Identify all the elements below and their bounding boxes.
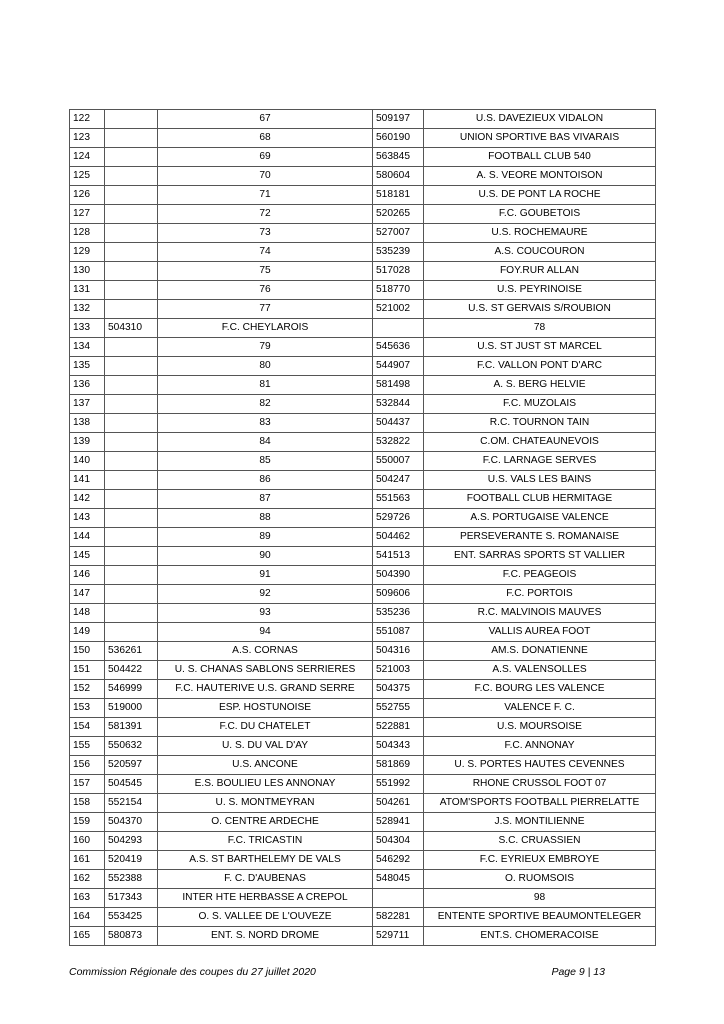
away-club-name: ENT. SARRAS SPORTS ST VALLIER (424, 547, 656, 566)
match-number: 155 (70, 737, 105, 756)
home-club-name: U.S. ANCONE (158, 756, 373, 775)
table-row (70, 794, 656, 813)
home-club-name: U. S. MONTMEYRAN (158, 794, 373, 813)
home-club-name: 74 (158, 243, 373, 262)
home-club-id: 536261 (105, 642, 158, 661)
away-club-name: F.C. PORTOIS (424, 585, 656, 604)
match-number: 132 (70, 300, 105, 319)
home-club-id: 546999 (105, 680, 158, 699)
away-club-id: 563845 (373, 148, 424, 167)
table-row (70, 433, 656, 452)
away-club-name: F.C. BOURG LES VALENCE (424, 680, 656, 699)
match-number: 137 (70, 395, 105, 414)
match-number: 131 (70, 281, 105, 300)
home-club-name: 82 (158, 395, 373, 414)
match-number: 165 (70, 927, 105, 946)
home-club-name: 69 (158, 148, 373, 167)
away-club-id: 551992 (373, 775, 424, 794)
away-club-id: 552755 (373, 699, 424, 718)
home-club-id (105, 129, 158, 148)
match-number: 130 (70, 262, 105, 281)
away-club-id: 581869 (373, 756, 424, 775)
away-club-id: 504375 (373, 680, 424, 699)
home-club-name: 70 (158, 167, 373, 186)
home-club-name: 89 (158, 528, 373, 547)
match-number: 163 (70, 889, 105, 908)
match-number: 138 (70, 414, 105, 433)
home-club-name: ESP. HOSTUNOISE (158, 699, 373, 718)
match-number: 158 (70, 794, 105, 813)
away-club-name: AM.S. DONATIENNE (424, 642, 656, 661)
home-club-id (105, 566, 158, 585)
table-row (70, 490, 656, 509)
away-club-id: 518770 (373, 281, 424, 300)
match-number: 148 (70, 604, 105, 623)
home-club-id: 552388 (105, 870, 158, 889)
away-club-name: A.S. COUCOURON (424, 243, 656, 262)
away-club-name: J.S. MONTILIENNE (424, 813, 656, 832)
home-club-id (105, 604, 158, 623)
home-club-name: F. C. D'AUBENAS (158, 870, 373, 889)
away-club-id: 509197 (373, 110, 424, 129)
away-club-name: 78 (424, 319, 656, 338)
home-club-name: O. S. VALLEE DE L'OUVEZE (158, 908, 373, 927)
home-club-id: 580873 (105, 927, 158, 946)
table-row (70, 775, 656, 794)
table-row (70, 414, 656, 433)
away-club-id: 541513 (373, 547, 424, 566)
table-row (70, 832, 656, 851)
home-club-id (105, 623, 158, 642)
match-number: 129 (70, 243, 105, 262)
home-club-name: 93 (158, 604, 373, 623)
away-club-id: 504247 (373, 471, 424, 490)
home-club-name: 83 (158, 414, 373, 433)
home-club-name: 72 (158, 205, 373, 224)
match-number: 157 (70, 775, 105, 794)
table-row (70, 604, 656, 623)
home-club-id (105, 528, 158, 547)
away-club-name: A.S. VALENSOLLES (424, 661, 656, 680)
match-number: 154 (70, 718, 105, 737)
table-row (70, 224, 656, 243)
home-club-name: 79 (158, 338, 373, 357)
table-row (70, 566, 656, 585)
home-club-name: 73 (158, 224, 373, 243)
match-number: 147 (70, 585, 105, 604)
home-club-id (105, 490, 158, 509)
away-club-id: 532822 (373, 433, 424, 452)
table-row (70, 262, 656, 281)
table-row (70, 300, 656, 319)
match-number: 159 (70, 813, 105, 832)
home-club-name: 67 (158, 110, 373, 129)
table-row (70, 205, 656, 224)
home-club-name: A.S. CORNAS (158, 642, 373, 661)
home-club-name: A.S. ST BARTHELEMY DE VALS (158, 851, 373, 870)
away-club-id: 551563 (373, 490, 424, 509)
table-row (70, 889, 656, 908)
home-club-id (105, 471, 158, 490)
home-club-name: F.C. DU CHATELET (158, 718, 373, 737)
table-row (70, 281, 656, 300)
home-club-id: 520419 (105, 851, 158, 870)
table-row (70, 642, 656, 661)
home-club-id: 552154 (105, 794, 158, 813)
away-club-id: 504261 (373, 794, 424, 813)
away-club-id: 528941 (373, 813, 424, 832)
home-club-id: 504422 (105, 661, 158, 680)
table-row (70, 186, 656, 205)
away-club-id: 582281 (373, 908, 424, 927)
table-row (70, 376, 656, 395)
match-number: 122 (70, 110, 105, 129)
home-club-id (105, 547, 158, 566)
away-club-id: 535236 (373, 604, 424, 623)
home-club-id (105, 452, 158, 471)
home-club-id (105, 414, 158, 433)
table-row (70, 528, 656, 547)
away-club-name: U.S. ST GERVAIS S/ROUBION (424, 300, 656, 319)
table-row (70, 927, 656, 946)
away-club-id: 518181 (373, 186, 424, 205)
home-club-name: 68 (158, 129, 373, 148)
match-number: 127 (70, 205, 105, 224)
away-club-name: U. S. PORTES HAUTES CEVENNES (424, 756, 656, 775)
away-club-id: 581498 (373, 376, 424, 395)
home-club-id: 504545 (105, 775, 158, 794)
away-club-name: F.C. ANNONAY (424, 737, 656, 756)
away-club-id: 527007 (373, 224, 424, 243)
home-club-name: 87 (158, 490, 373, 509)
home-club-name: 85 (158, 452, 373, 471)
away-club-name: 98 (424, 889, 656, 908)
away-club-name: A. S. VEORE MONTOISON (424, 167, 656, 186)
away-club-name: C.OM. CHATEAUNEVOIS (424, 433, 656, 452)
footer-commission: Commission Régionale des coupes du 27 juillet 2020 (69, 966, 316, 978)
match-number: 125 (70, 167, 105, 186)
table-row (70, 243, 656, 262)
home-club-id (105, 148, 158, 167)
match-number: 160 (70, 832, 105, 851)
match-number: 146 (70, 566, 105, 585)
table-row (70, 338, 656, 357)
match-number: 123 (70, 129, 105, 148)
away-club-name: F.C. GOUBETOIS (424, 205, 656, 224)
home-club-name: 71 (158, 186, 373, 205)
table-row (70, 452, 656, 471)
match-number: 150 (70, 642, 105, 661)
match-number: 164 (70, 908, 105, 927)
table-row (70, 129, 656, 148)
match-number: 144 (70, 528, 105, 547)
home-club-id (105, 433, 158, 452)
table-row (70, 148, 656, 167)
home-club-name: 75 (158, 262, 373, 281)
table-row (70, 509, 656, 528)
away-club-id: 580604 (373, 167, 424, 186)
table-row (70, 319, 656, 338)
away-club-name: FOY.RUR ALLAN (424, 262, 656, 281)
home-club-name: 91 (158, 566, 373, 585)
table-row (70, 851, 656, 870)
table-row (70, 167, 656, 186)
home-club-id (105, 167, 158, 186)
home-club-id: 550632 (105, 737, 158, 756)
home-club-id (105, 243, 158, 262)
home-club-id: 504370 (105, 813, 158, 832)
away-club-id: 504437 (373, 414, 424, 433)
away-club-id: 532844 (373, 395, 424, 414)
table-row (70, 395, 656, 414)
away-club-name: U.S. DE PONT LA ROCHE (424, 186, 656, 205)
home-club-id: 517343 (105, 889, 158, 908)
match-number: 139 (70, 433, 105, 452)
match-number: 153 (70, 699, 105, 718)
away-club-name: ENT.S. CHOMERACOISE (424, 927, 656, 946)
table-row (70, 547, 656, 566)
away-club-id: 550007 (373, 452, 424, 471)
away-club-id: 509606 (373, 585, 424, 604)
table-row (70, 357, 656, 376)
away-club-id (373, 889, 424, 908)
away-club-name: ENTENTE SPORTIVE BEAUMONTELEGER (424, 908, 656, 927)
away-club-id: 535239 (373, 243, 424, 262)
home-club-name: 80 (158, 357, 373, 376)
match-number: 124 (70, 148, 105, 167)
match-number: 149 (70, 623, 105, 642)
home-club-id (105, 186, 158, 205)
home-club-id: 504293 (105, 832, 158, 851)
table-row (70, 623, 656, 642)
home-club-name: 90 (158, 547, 373, 566)
match-number: 135 (70, 357, 105, 376)
away-club-id: 517028 (373, 262, 424, 281)
away-club-id: 560190 (373, 129, 424, 148)
home-club-id (105, 262, 158, 281)
away-club-id: 504316 (373, 642, 424, 661)
away-club-name: U.S. MOURSOISE (424, 718, 656, 737)
home-club-name: 94 (158, 623, 373, 642)
home-club-id: 520597 (105, 756, 158, 775)
home-club-id: 581391 (105, 718, 158, 737)
match-number: 143 (70, 509, 105, 528)
away-club-name: R.C. TOURNON TAIN (424, 414, 656, 433)
away-club-name: U.S. DAVEZIEUX VIDALON (424, 110, 656, 129)
table-row (70, 756, 656, 775)
away-club-id: 548045 (373, 870, 424, 889)
home-club-id (105, 338, 158, 357)
home-club-name: 76 (158, 281, 373, 300)
away-club-name: O. RUOMSOIS (424, 870, 656, 889)
away-club-name: F.C. MUZOLAIS (424, 395, 656, 414)
away-club-id: 529711 (373, 927, 424, 946)
match-number: 162 (70, 870, 105, 889)
away-club-id: 529726 (373, 509, 424, 528)
away-club-name: FOOTBALL CLUB HERMITAGE (424, 490, 656, 509)
home-club-name: 84 (158, 433, 373, 452)
away-club-id: 545636 (373, 338, 424, 357)
away-club-id: 504343 (373, 737, 424, 756)
match-number: 126 (70, 186, 105, 205)
home-club-name: E.S. BOULIEU LES ANNONAY (158, 775, 373, 794)
home-club-id (105, 395, 158, 414)
away-club-name: VALLIS AUREA FOOT (424, 623, 656, 642)
away-club-id: 521003 (373, 661, 424, 680)
away-club-name: F.C. VALLON PONT D'ARC (424, 357, 656, 376)
table-row (70, 471, 656, 490)
away-club-name: U.S. PEYRINOISE (424, 281, 656, 300)
away-club-id: 551087 (373, 623, 424, 642)
home-club-id: 553425 (105, 908, 158, 927)
table-row (70, 699, 656, 718)
match-number: 140 (70, 452, 105, 471)
home-club-name: 81 (158, 376, 373, 395)
match-number: 151 (70, 661, 105, 680)
home-club-name: 92 (158, 585, 373, 604)
table-row (70, 813, 656, 832)
away-club-name: RHONE CRUSSOL FOOT 07 (424, 775, 656, 794)
away-club-id: 520265 (373, 205, 424, 224)
match-number: 134 (70, 338, 105, 357)
table-row (70, 110, 656, 129)
draw-table-body (70, 110, 656, 946)
away-club-id: 504390 (373, 566, 424, 585)
away-club-name: VALENCE F. C. (424, 699, 656, 718)
away-club-id: 546292 (373, 851, 424, 870)
home-club-id (105, 224, 158, 243)
table-row (70, 908, 656, 927)
match-number: 133 (70, 319, 105, 338)
away-club-name: FOOTBALL CLUB 540 (424, 148, 656, 167)
home-club-name: 88 (158, 509, 373, 528)
away-club-id: 504462 (373, 528, 424, 547)
away-club-name: U.S. VALS LES BAINS (424, 471, 656, 490)
away-club-name: A. S. BERG HELVIE (424, 376, 656, 395)
home-club-name: ENT. S. NORD DROME (158, 927, 373, 946)
table-row (70, 737, 656, 756)
footer-page-number: Page 9 | 13 (551, 966, 605, 978)
match-number: 136 (70, 376, 105, 395)
away-club-id: 521002 (373, 300, 424, 319)
home-club-id: 504310 (105, 319, 158, 338)
home-club-id: 519000 (105, 699, 158, 718)
home-club-id (105, 509, 158, 528)
home-club-id (105, 357, 158, 376)
match-number: 161 (70, 851, 105, 870)
home-club-id (105, 281, 158, 300)
home-club-name: F.C. TRICASTIN (158, 832, 373, 851)
home-club-id (105, 376, 158, 395)
match-number: 145 (70, 547, 105, 566)
away-club-name: UNION SPORTIVE BAS VIVARAIS (424, 129, 656, 148)
away-club-id (373, 319, 424, 338)
match-number: 142 (70, 490, 105, 509)
table-row (70, 870, 656, 889)
away-club-name: ATOM'SPORTS FOOTBALL PIERRELATTE (424, 794, 656, 813)
away-club-name: U.S. ROCHEMAURE (424, 224, 656, 243)
home-club-id (105, 110, 158, 129)
match-number: 141 (70, 471, 105, 490)
away-club-name: A.S. PORTUGAISE VALENCE (424, 509, 656, 528)
away-club-name: F.C. EYRIEUX EMBROYE (424, 851, 656, 870)
away-club-name: U.S. ST JUST ST MARCEL (424, 338, 656, 357)
match-number: 156 (70, 756, 105, 775)
home-club-id (105, 300, 158, 319)
home-club-name: 77 (158, 300, 373, 319)
match-number: 128 (70, 224, 105, 243)
draw-table (69, 109, 656, 946)
away-club-id: 504304 (373, 832, 424, 851)
away-club-name: S.C. CRUASSIEN (424, 832, 656, 851)
home-club-id (105, 585, 158, 604)
home-club-id (105, 205, 158, 224)
table-row (70, 661, 656, 680)
home-club-name: INTER HTE HERBASSE A CREPOL (158, 889, 373, 908)
home-club-name: U. S. CHANAS SABLONS SERRIERES (158, 661, 373, 680)
away-club-id: 522881 (373, 718, 424, 737)
away-club-id: 544907 (373, 357, 424, 376)
match-number: 152 (70, 680, 105, 699)
home-club-name: O. CENTRE ARDECHE (158, 813, 373, 832)
table-row (70, 585, 656, 604)
away-club-name: F.C. PEAGEOIS (424, 566, 656, 585)
home-club-name: F.C. CHEYLAROIS (158, 319, 373, 338)
away-club-name: F.C. LARNAGE SERVES (424, 452, 656, 471)
table-row (70, 718, 656, 737)
home-club-name: F.C. HAUTERIVE U.S. GRAND SERRE (158, 680, 373, 699)
home-club-name: U. S. DU VAL D'AY (158, 737, 373, 756)
away-club-name: PERSEVERANTE S. ROMANAISE (424, 528, 656, 547)
away-club-name: R.C. MALVINOIS MAUVES (424, 604, 656, 623)
home-club-name: 86 (158, 471, 373, 490)
table-row (70, 680, 656, 699)
